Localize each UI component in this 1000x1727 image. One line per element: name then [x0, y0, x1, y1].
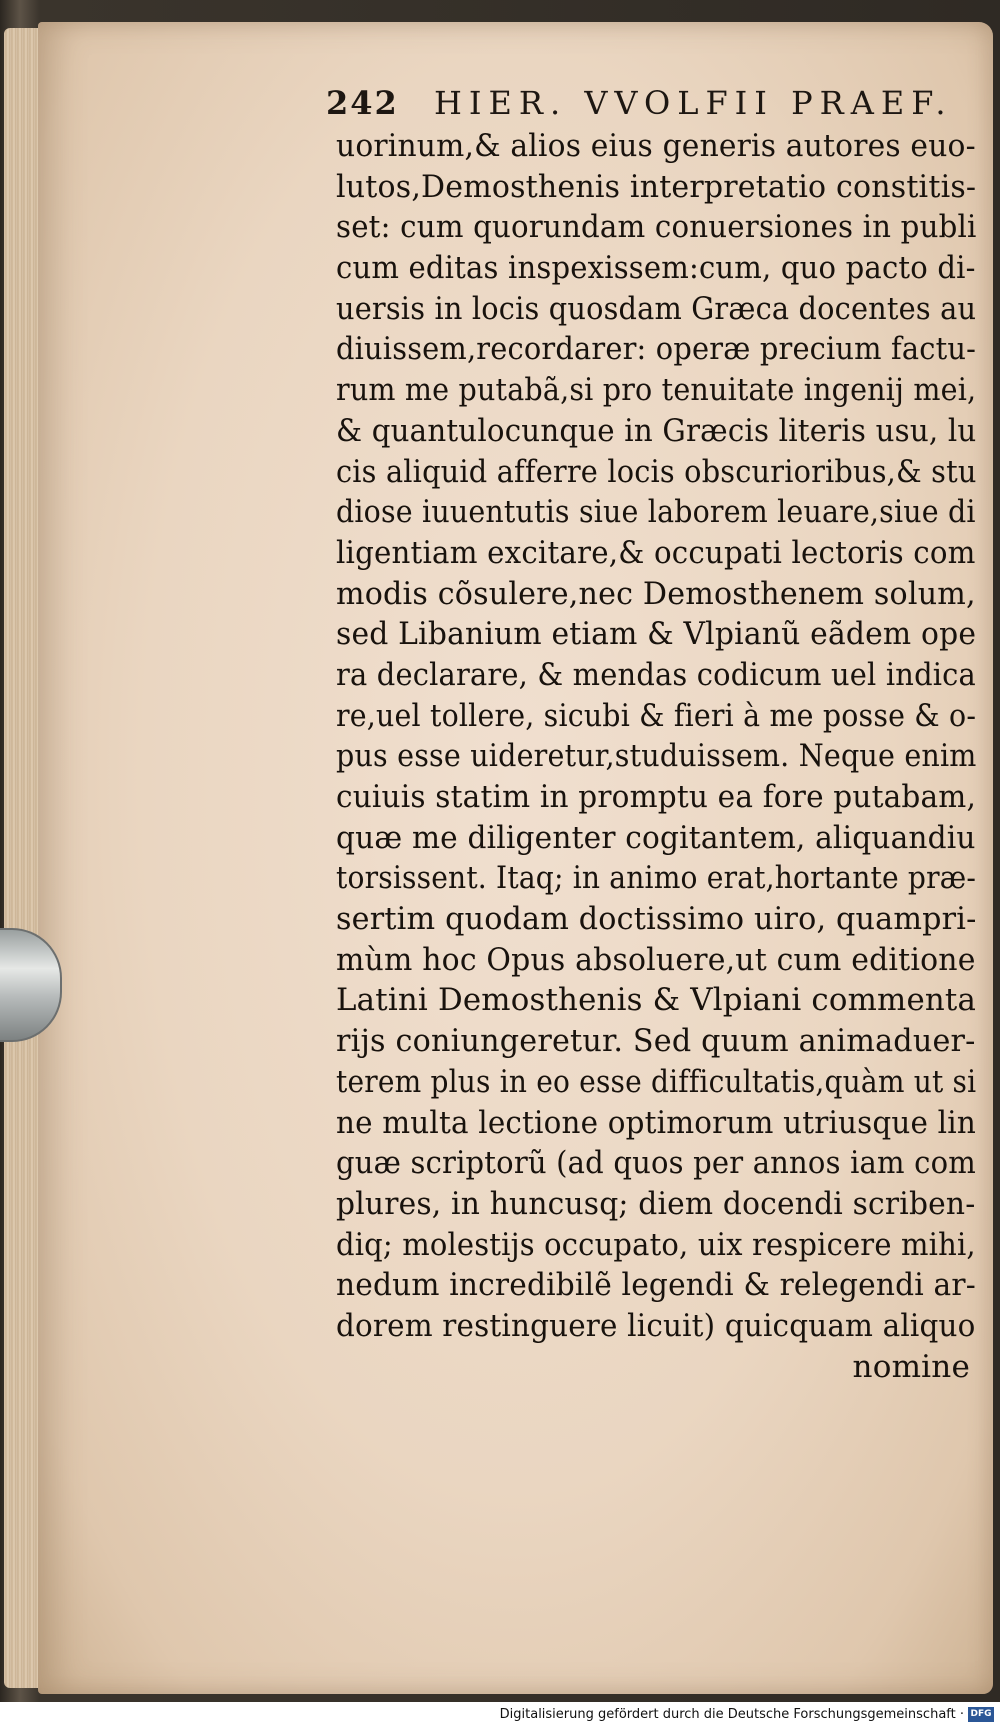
text-block [336, 126, 976, 1406]
text-line: rijs coniungeretur. Sed quum animaduer- [336, 1023, 976, 1060]
page-number: 242 [326, 84, 399, 122]
text-line: pus esse uideretur,studuissem. Neque enim [336, 738, 977, 775]
funding-credit: Digitalisierung gefördert durch die Deutsche Forschungsgemeinschaft · [499, 1707, 964, 1722]
text-line: ligentiam excitare,& occupati lectoris com [336, 534, 976, 571]
text-line: re,uel tollere, sicubi & fieri à me posse & o- [336, 697, 977, 734]
text-line: mùm hoc Opus absoluere,ut cum editione [336, 941, 976, 978]
text-line: guæ scriptorũ (ad quos per annos iam com [336, 1145, 976, 1182]
text-line: nedum incredibilẽ legendi & relegendi ar- [336, 1267, 976, 1304]
text-line: uorinum,& alios eius generis autores euo- [336, 128, 976, 164]
text-line: & quantulocunque in Græcis literis usu, lu [336, 412, 977, 449]
text-line: set: cum quorundam conuersiones in publi [336, 209, 977, 246]
text-line: uersis in locis quosdam Græca docentes au [336, 290, 977, 327]
text-line: rum me putabã,si pro tenuitate ingenij mei, [336, 372, 977, 409]
text-line: modis cõsulere,nec Demosthenem solum, [336, 575, 976, 612]
text-line: ra declarare, & mendas codicum uel indica [336, 656, 976, 693]
text-line: plures, in huncusq; diem docendi scriben- [336, 1185, 976, 1222]
text-line: Latini Demosthenis & Vlpiani commenta [336, 982, 977, 1019]
text-line: diose iuuentutis siue laborem leuare,siue di [336, 494, 976, 531]
text-line: terem plus in eo esse difficultatis,quàm ut si [336, 1063, 977, 1100]
text-line: lutos,Demosthenis interpretatio constitis- [336, 168, 977, 205]
text-line: cis aliquid afferre locis obscurioribus,& stu [336, 453, 977, 490]
text-line: sertim quodam doctissimo uiro, quampri- [336, 901, 977, 938]
text-line: torsissent. Itaq; in animo erat,hortante præ- [336, 860, 977, 897]
text-line: diuissem,recordarer: operæ precium factu- [336, 331, 977, 368]
text-line: dorem restinguere licuit) quicquam aliquo [336, 1307, 976, 1344]
running-head [326, 78, 966, 128]
dfg-logo: DFG [968, 1707, 994, 1722]
digitization-footer [0, 1702, 1000, 1727]
running-title: HIER. VVOLFII PRAEF. [433, 84, 953, 122]
text-line: ne multa lectione optimorum utriusque lin [336, 1104, 976, 1141]
text-line: diq; molestijs occupato, uix respicere mihi, [336, 1226, 976, 1263]
text-line: cuiuis statim in promptu ea fore putabam, [336, 779, 977, 815]
text-line: sed Libanium etiam & Vlpianũ eãdem ope [336, 616, 977, 653]
catchword: nomine [852, 1348, 970, 1385]
text-line: quæ me diligenter cogitantem, aliquandiu [336, 819, 976, 856]
text-line: cum editas inspexissem:cum, quo pacto di- [336, 250, 976, 287]
